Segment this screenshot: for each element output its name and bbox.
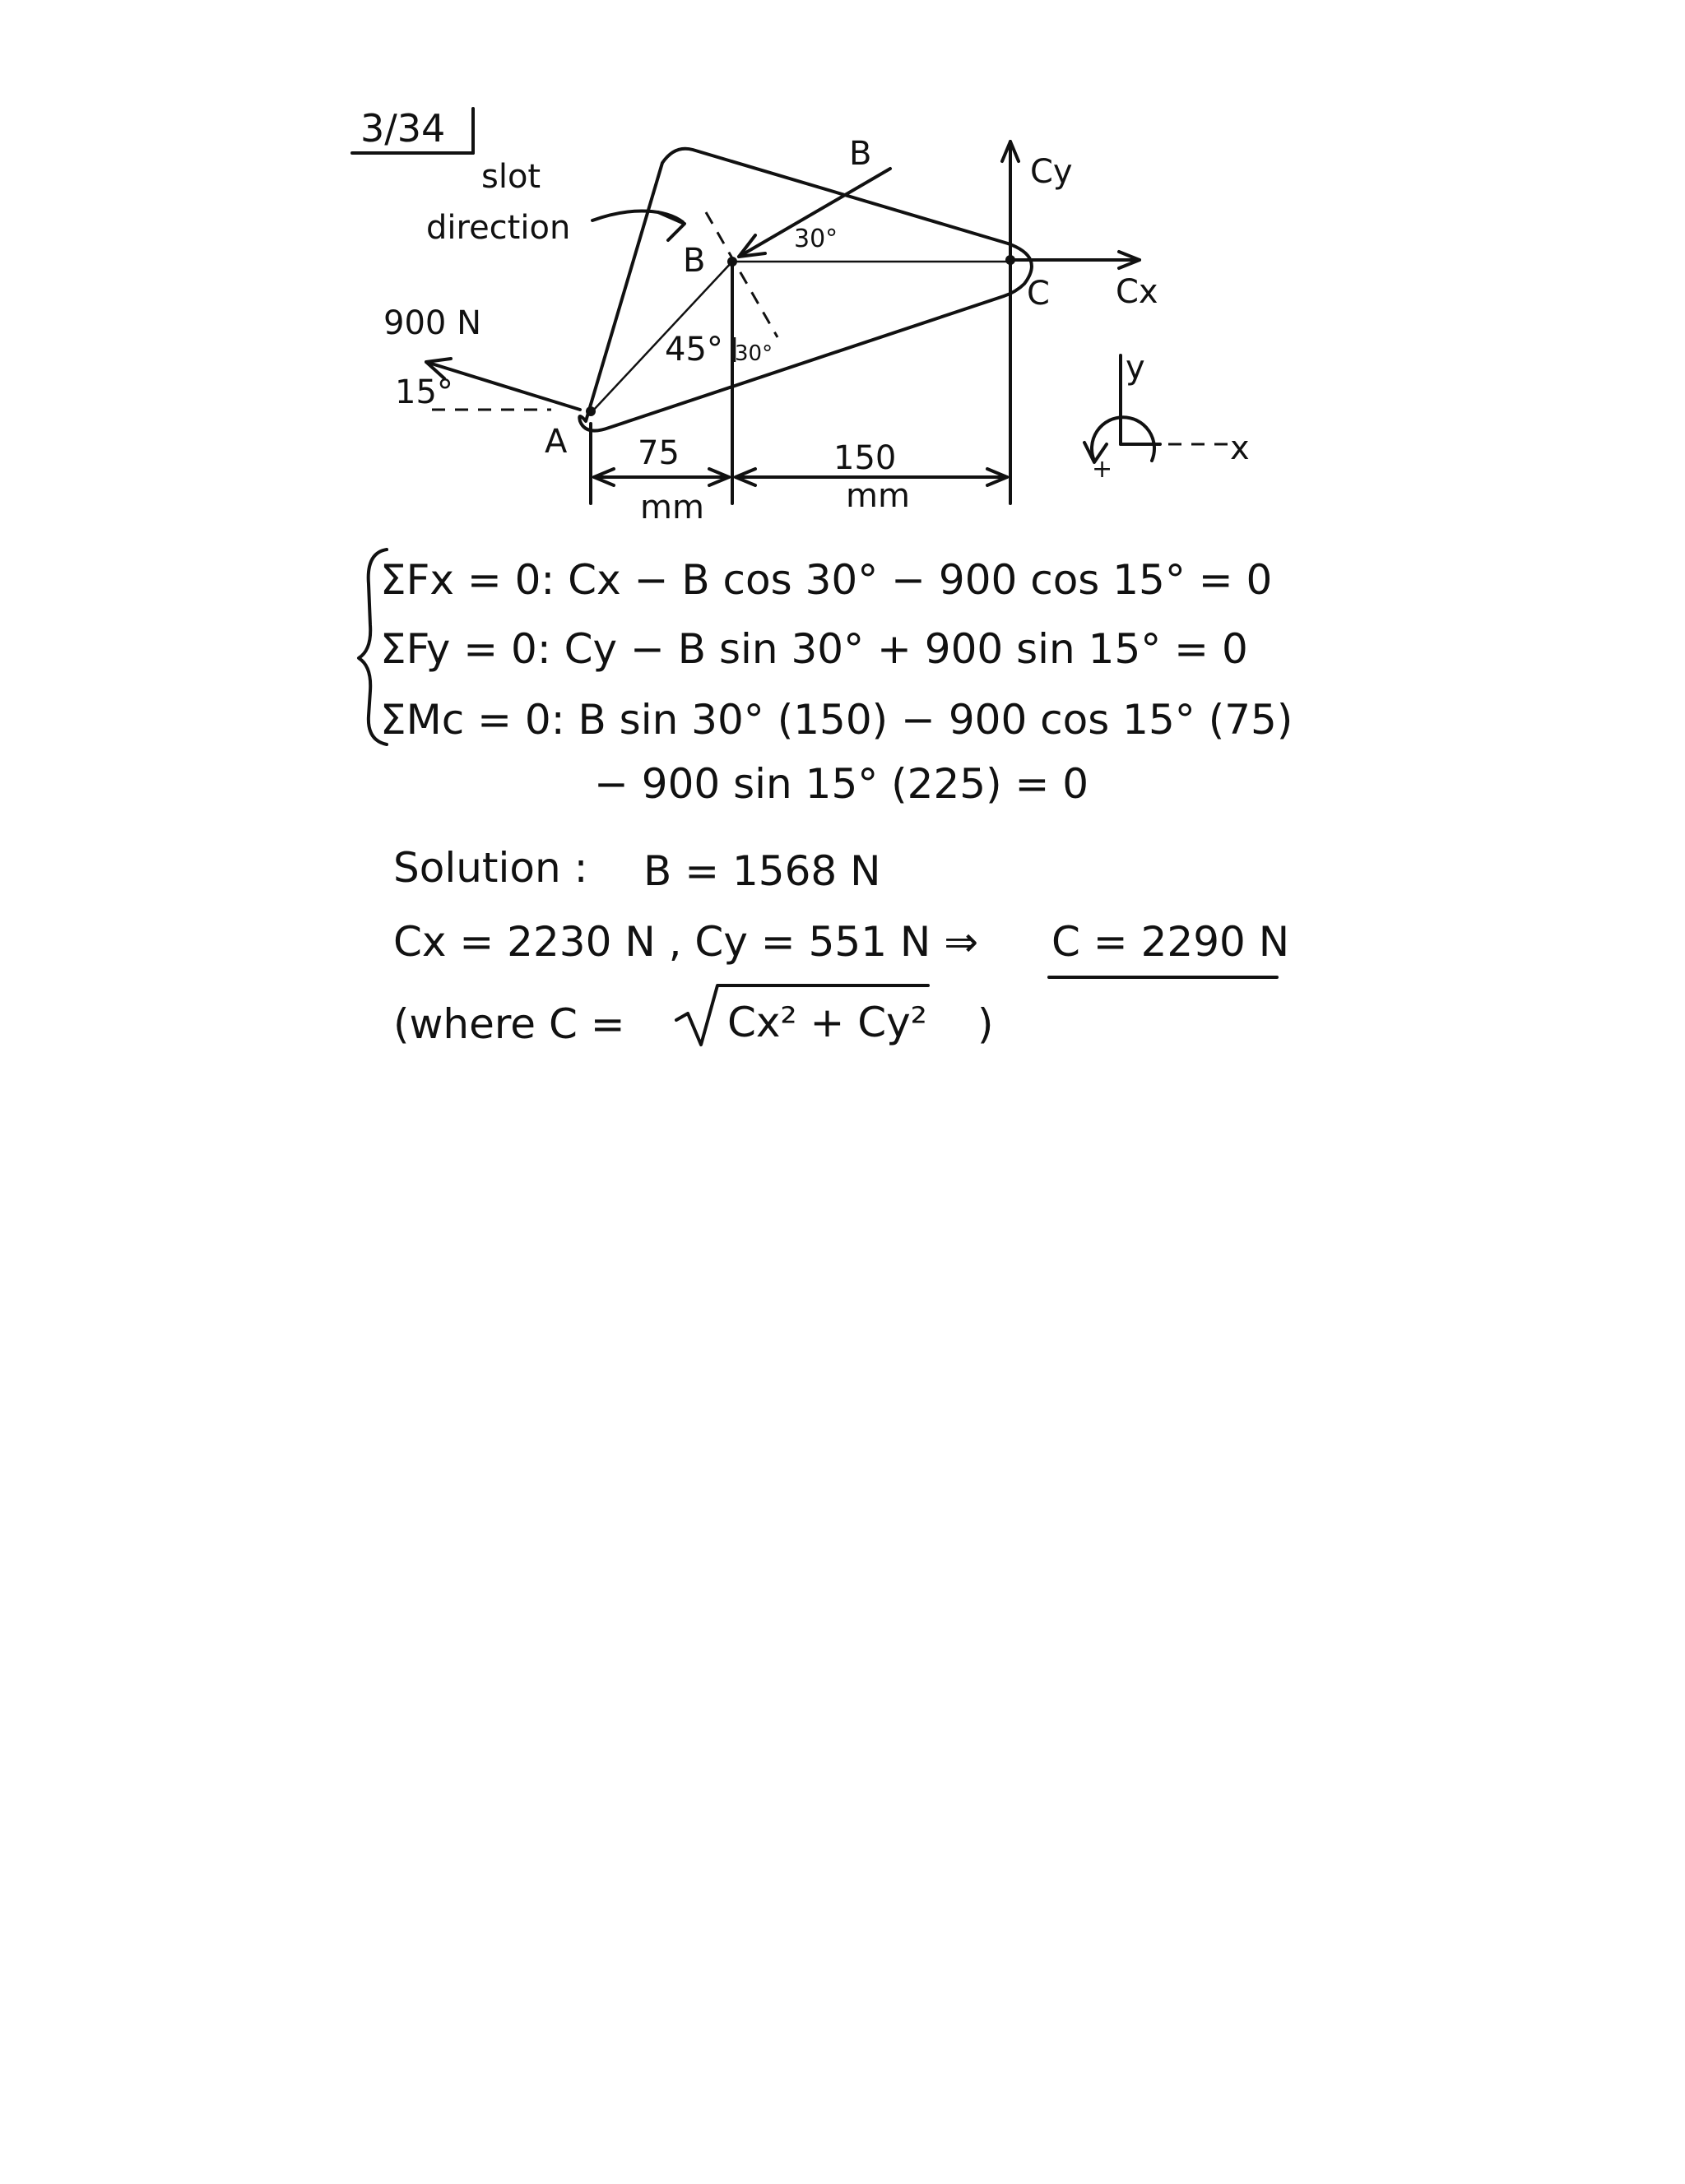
Cy-label: Cy [1030,153,1073,191]
slot-label: slot [481,158,541,196]
solution-B: B = 1568 N [643,847,881,895]
bracket-body [579,149,1032,431]
point-A-label: A [545,423,568,461]
axis-x-label: x [1230,429,1250,467]
problem-number: 3/34 [360,106,446,151]
where-prefix: (where C = [393,1000,625,1048]
force-B-arrowhead [739,235,765,257]
force-900-label: 900 N [383,304,481,342]
equation-sum-fy: ΣFy = 0: Cy − B sin 30° + 900 sin 15° = 0 [380,625,1248,673]
slot-direction-arrowhead [658,212,685,240]
dim-150-label: 150 [833,439,897,477]
moment-plus-sign: + [1092,455,1113,484]
direction-label: direction [426,209,571,247]
where-suffix: ) [977,1000,994,1048]
angle-30-top-label: 30° [794,225,838,253]
slot-normal-dashed [706,212,778,337]
where-expression: Cx² + Cy² [727,999,927,1046]
point-C-label: C [1027,275,1050,313]
point-B-label: B [683,242,706,280]
equation-sum-mc-line1: ΣMc = 0: B sin 30° (150) − 900 cos 15° (75) [380,696,1293,744]
dim-75-label: 75 [638,434,680,472]
equation-sum-fx: ΣFx = 0: Cx − B cos 30° − 900 cos 15° = 0 [380,556,1273,604]
dim-75-unit: mm [640,489,704,526]
force-B-label: B [849,135,872,173]
angle-15-label: 15° [395,373,453,411]
axis-y-label: y [1126,349,1145,387]
point-B-dot [727,257,737,267]
solution-label: Solution : [393,844,588,892]
point-A-dot [586,406,596,416]
solution-Cx-Cy: Cx = 2230 N , Cy = 551 N ⇒ [393,918,979,966]
Cx-label: Cx [1116,273,1158,311]
solution-C: C = 2290 N [1051,918,1290,966]
equation-sum-mc-line2: − 900 sin 15° (225) = 0 [594,760,1089,808]
angle-45-label: 45° [665,331,723,369]
angle-30-small-label: 30° [735,341,773,366]
dim-150-unit: mm [846,477,910,515]
